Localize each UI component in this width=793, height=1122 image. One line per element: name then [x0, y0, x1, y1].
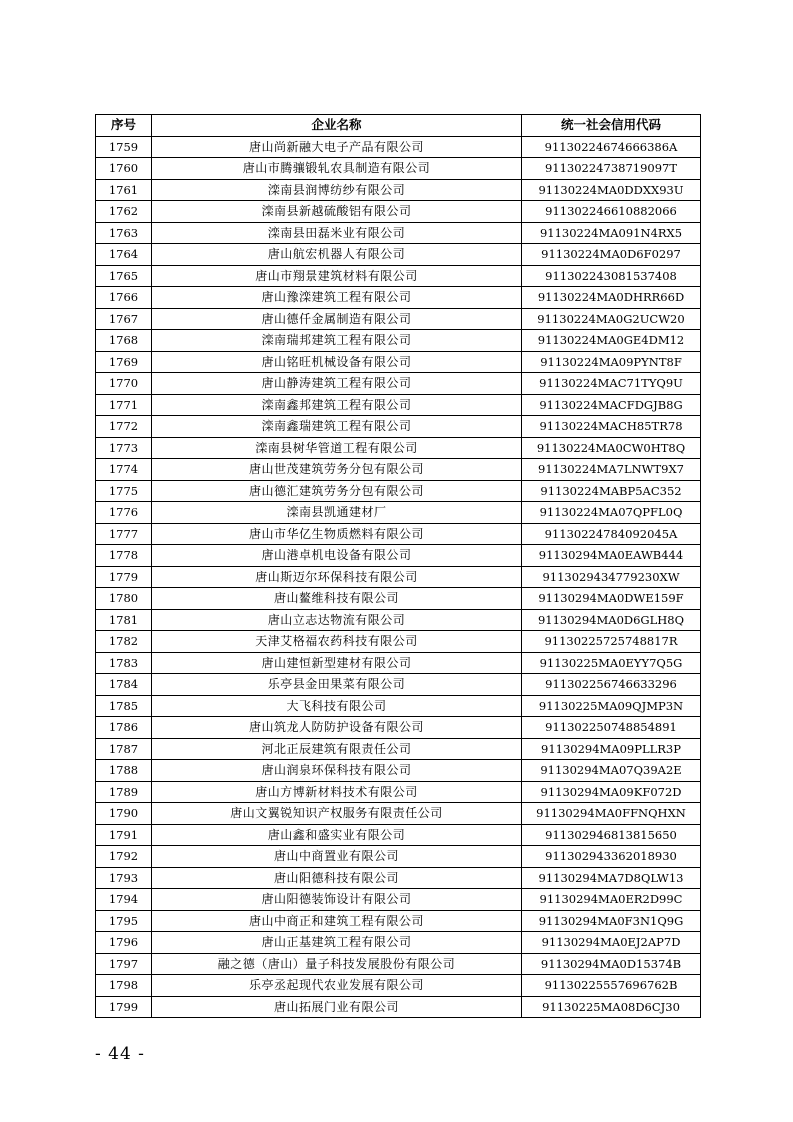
row-credit-code: 91130224MA091N4RX5 — [522, 222, 701, 244]
table-row — [96, 502, 701, 524]
row-credit-code: 91130294MA0D6GLH8Q — [522, 609, 701, 631]
row-serial: 1774 — [96, 459, 152, 481]
row-serial: 1782 — [96, 631, 152, 653]
row-credit-code: 911302946813815650 — [522, 824, 701, 846]
row-credit-code: 911302256746633296 — [522, 674, 701, 696]
row-company-name: 唐山阳德装饰设计有限公司 — [152, 889, 522, 911]
row-credit-code: 91130224MA09PYNT8F — [522, 351, 701, 373]
row-serial: 1766 — [96, 287, 152, 309]
row-credit-code: 91130294MA0F3N1Q9G — [522, 910, 701, 932]
row-credit-code: 91130225MA0EYY7Q5G — [522, 652, 701, 674]
row-company-name: 唐山文翼锐知识产权服务有限责任公司 — [152, 803, 522, 825]
row-serial: 1768 — [96, 330, 152, 352]
row-company-name: 融之德（唐山）量子科技发展股份有限公司 — [152, 953, 522, 975]
row-company-name: 滦南县润博纺纱有限公司 — [152, 179, 522, 201]
row-serial: 1793 — [96, 867, 152, 889]
row-company-name: 唐山筑龙人防防护设备有限公司 — [152, 717, 522, 739]
table-row — [96, 545, 701, 567]
row-company-name: 唐山中商置业有限公司 — [152, 846, 522, 868]
table-row — [96, 459, 701, 481]
row-serial: 1771 — [96, 394, 152, 416]
table-row — [96, 136, 701, 158]
row-credit-code: 91130224MA0DHRR66D — [522, 287, 701, 309]
row-company-name: 天津艾格福农药科技有限公司 — [152, 631, 522, 653]
row-serial: 1796 — [96, 932, 152, 954]
table-row — [96, 351, 701, 373]
row-company-name: 滦南县新越硫酸铝有限公司 — [152, 201, 522, 223]
row-serial: 1770 — [96, 373, 152, 395]
table-row — [96, 265, 701, 287]
row-credit-code: 91130294MA0FFNQHXN — [522, 803, 701, 825]
table-row — [96, 416, 701, 438]
row-credit-code: 91130224MA0G2UCW20 — [522, 308, 701, 330]
row-company-name: 滦南县田磊米业有限公司 — [152, 222, 522, 244]
row-credit-code: 91130294MA0EAWB444 — [522, 545, 701, 567]
table-row — [96, 287, 701, 309]
table-row — [96, 803, 701, 825]
table-row — [96, 201, 701, 223]
table-row — [96, 674, 701, 696]
row-serial: 1789 — [96, 781, 152, 803]
row-credit-code: 911302243081537408 — [522, 265, 701, 287]
row-credit-code: 91130294MA7D8QLW13 — [522, 867, 701, 889]
table-row — [96, 824, 701, 846]
row-company-name: 唐山航宏机器人有限公司 — [152, 244, 522, 266]
row-serial: 1765 — [96, 265, 152, 287]
table-row — [96, 717, 701, 739]
table-row — [96, 179, 701, 201]
row-company-name: 唐山市翔景建筑材料有限公司 — [152, 265, 522, 287]
row-credit-code: 9113029434779230XW — [522, 566, 701, 588]
table-row — [96, 760, 701, 782]
row-serial: 1791 — [96, 824, 152, 846]
table-row — [96, 738, 701, 760]
table-row — [96, 588, 701, 610]
row-company-name: 滦南瑞邦建筑工程有限公司 — [152, 330, 522, 352]
row-credit-code: 91130224MA0CW0HT8Q — [522, 437, 701, 459]
table-row — [96, 244, 701, 266]
row-serial: 1785 — [96, 695, 152, 717]
row-serial: 1762 — [96, 201, 152, 223]
table-row — [96, 373, 701, 395]
row-company-name: 大飞科技有限公司 — [152, 695, 522, 717]
row-company-name: 唐山中商正和建筑工程有限公司 — [152, 910, 522, 932]
row-credit-code: 91130225725748817R — [522, 631, 701, 653]
row-company-name: 滦南县树华管道工程有限公司 — [152, 437, 522, 459]
row-credit-code: 91130224MACFDGJB8G — [522, 394, 701, 416]
row-serial: 1777 — [96, 523, 152, 545]
row-serial: 1790 — [96, 803, 152, 825]
row-credit-code: 91130224784092045A — [522, 523, 701, 545]
row-credit-code: 911302246610882066 — [522, 201, 701, 223]
row-credit-code: 91130224738719097T — [522, 158, 701, 180]
row-credit-code: 91130224MA7LNWT9X7 — [522, 459, 701, 481]
row-company-name: 唐山阳德科技有限公司 — [152, 867, 522, 889]
table-row — [96, 523, 701, 545]
row-serial: 1784 — [96, 674, 152, 696]
table-row — [96, 480, 701, 502]
row-credit-code: 91130294MA0DWE159F — [522, 588, 701, 610]
row-credit-code: 91130224MA0GE4DM12 — [522, 330, 701, 352]
table-row — [96, 953, 701, 975]
row-company-name: 唐山市华亿生物质燃料有限公司 — [152, 523, 522, 545]
row-company-name: 滦南县凯通建材厂 — [152, 502, 522, 524]
row-credit-code: 91130225557696762B — [522, 975, 701, 997]
row-serial: 1773 — [96, 437, 152, 459]
header-serial: 序号 — [96, 115, 152, 137]
row-serial: 1795 — [96, 910, 152, 932]
row-credit-code: 911302250748854891 — [522, 717, 701, 739]
row-serial: 1797 — [96, 953, 152, 975]
row-company-name: 唐山尚新融大电子产品有限公司 — [152, 136, 522, 158]
table-row — [96, 158, 701, 180]
table-row — [96, 846, 701, 868]
row-credit-code: 91130225MA08D6CJ30 — [522, 996, 701, 1018]
row-credit-code: 91130294MA0ER2D99C — [522, 889, 701, 911]
table-row — [96, 394, 701, 416]
row-company-name: 唐山港卓机电设备有限公司 — [152, 545, 522, 567]
row-credit-code: 91130224MABP5AC352 — [522, 480, 701, 502]
row-company-name: 唐山拓展门业有限公司 — [152, 996, 522, 1018]
row-serial: 1776 — [96, 502, 152, 524]
table-row — [96, 308, 701, 330]
row-credit-code: 91130294MA09KF072D — [522, 781, 701, 803]
row-serial: 1778 — [96, 545, 152, 567]
row-company-name: 唐山润泉环保科技有限公司 — [152, 760, 522, 782]
row-serial: 1799 — [96, 996, 152, 1018]
row-serial: 1772 — [96, 416, 152, 438]
row-serial: 1783 — [96, 652, 152, 674]
row-company-name: 唐山铭旺机械设备有限公司 — [152, 351, 522, 373]
row-company-name: 唐山德汇建筑劳务分包有限公司 — [152, 480, 522, 502]
row-serial: 1760 — [96, 158, 152, 180]
enterprise-table — [95, 114, 701, 1018]
row-company-name: 唐山市腾骧锻轧农具制造有限公司 — [152, 158, 522, 180]
table-row — [96, 695, 701, 717]
row-company-name: 唐山立志达物流有限公司 — [152, 609, 522, 631]
row-credit-code: 91130294MA0D15374B — [522, 953, 701, 975]
table-row — [96, 330, 701, 352]
row-serial: 1788 — [96, 760, 152, 782]
row-serial: 1764 — [96, 244, 152, 266]
row-company-name: 唐山鑫和盛实业有限公司 — [152, 824, 522, 846]
table-row — [96, 932, 701, 954]
row-credit-code: 91130224MACH85TR78 — [522, 416, 701, 438]
table-row — [96, 566, 701, 588]
row-serial: 1779 — [96, 566, 152, 588]
row-company-name: 唐山世茂建筑劳务分包有限公司 — [152, 459, 522, 481]
page-number: - 44 - — [95, 1044, 145, 1064]
table-header-row — [96, 115, 701, 137]
table-row — [96, 652, 701, 674]
row-serial: 1794 — [96, 889, 152, 911]
row-credit-code: 91130224MA0DDXX93U — [522, 179, 701, 201]
row-serial: 1798 — [96, 975, 152, 997]
row-serial: 1759 — [96, 136, 152, 158]
table-row — [96, 975, 701, 997]
row-serial: 1792 — [96, 846, 152, 868]
table-row — [96, 222, 701, 244]
row-serial: 1775 — [96, 480, 152, 502]
row-company-name: 唐山豫滦建筑工程有限公司 — [152, 287, 522, 309]
row-serial: 1761 — [96, 179, 152, 201]
row-company-name: 乐亭县金田果菜有限公司 — [152, 674, 522, 696]
row-serial: 1767 — [96, 308, 152, 330]
table-row — [96, 609, 701, 631]
row-credit-code: 91130224MA0D6F0297 — [522, 244, 701, 266]
row-serial: 1786 — [96, 717, 152, 739]
table-row — [96, 437, 701, 459]
table-row — [96, 889, 701, 911]
table-body — [96, 136, 701, 1018]
row-company-name: 唐山方博新材料技术有限公司 — [152, 781, 522, 803]
row-serial: 1787 — [96, 738, 152, 760]
row-serial: 1763 — [96, 222, 152, 244]
table-row — [96, 910, 701, 932]
row-credit-code: 91130294MA0EJ2AP7D — [522, 932, 701, 954]
row-company-name: 滦南鑫瑞建筑工程有限公司 — [152, 416, 522, 438]
row-credit-code: 91130294MA07Q39A2E — [522, 760, 701, 782]
row-credit-code: 91130224MA07QPFL0Q — [522, 502, 701, 524]
row-company-name: 唐山鳌维科技有限公司 — [152, 588, 522, 610]
row-company-name: 河北正辰建筑有限责任公司 — [152, 738, 522, 760]
row-credit-code: 91130224MAC71TYQ9U — [522, 373, 701, 395]
row-company-name: 唐山静涛建筑工程有限公司 — [152, 373, 522, 395]
row-credit-code: 91130225MA09QJMP3N — [522, 695, 701, 717]
row-company-name: 唐山正基建筑工程有限公司 — [152, 932, 522, 954]
row-company-name: 乐亭丞起现代农业发展有限公司 — [152, 975, 522, 997]
table-row — [96, 781, 701, 803]
row-credit-code: 91130294MA09PLLR3P — [522, 738, 701, 760]
header-credit-code: 统一社会信用代码 — [522, 115, 701, 137]
row-credit-code: 91130224674666386A — [522, 136, 701, 158]
row-serial: 1769 — [96, 351, 152, 373]
table-row — [96, 631, 701, 653]
row-credit-code: 911302943362018930 — [522, 846, 701, 868]
row-company-name: 滦南鑫邦建筑工程有限公司 — [152, 394, 522, 416]
table-row — [96, 996, 701, 1018]
table-row — [96, 867, 701, 889]
row-company-name: 唐山斯迈尔环保科技有限公司 — [152, 566, 522, 588]
row-serial: 1780 — [96, 588, 152, 610]
row-company-name: 唐山德仟金属制造有限公司 — [152, 308, 522, 330]
row-serial: 1781 — [96, 609, 152, 631]
row-company-name: 唐山建恒新型建材有限公司 — [152, 652, 522, 674]
header-company-name: 企业名称 — [152, 115, 522, 137]
